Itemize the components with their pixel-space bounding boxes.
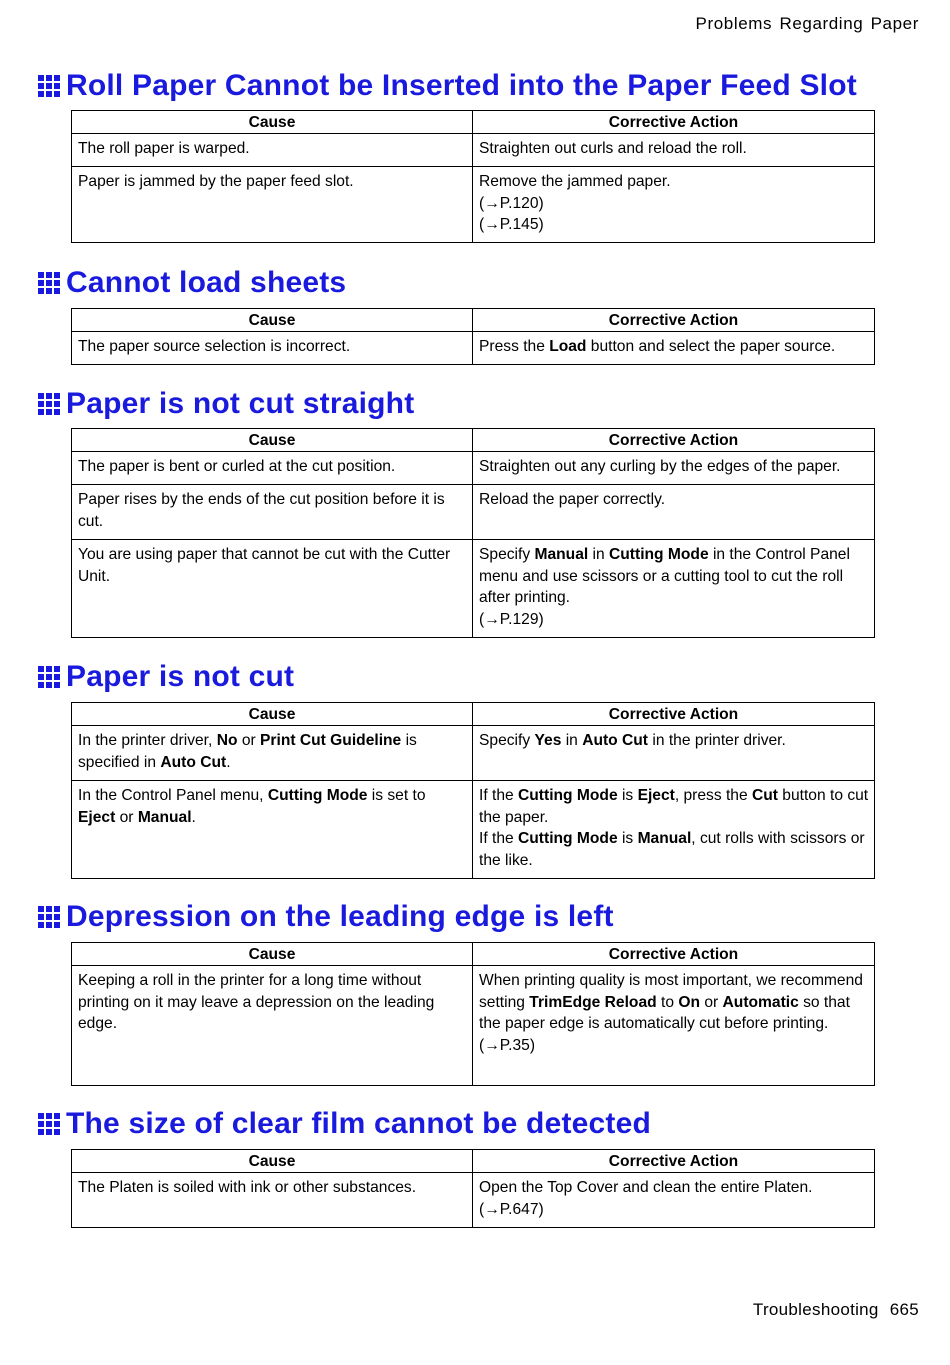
table-header-row	[72, 111, 875, 134]
table-row	[72, 540, 875, 638]
cause-action-table	[71, 110, 875, 243]
page-number: 665	[889, 1300, 919, 1319]
text-run: Specify	[479, 732, 535, 749]
eject-term: Eject	[78, 808, 116, 826]
cutting-mode-term: Cutting Mode	[518, 830, 618, 848]
action-text: button and select the paper source.	[586, 338, 836, 355]
section-title: The size of clear film cannot be detected	[66, 1107, 652, 1140]
text-run: If the	[479, 830, 519, 848]
cause-cell: Paper is jammed by the paper feed slot.	[72, 167, 473, 243]
action-cell	[473, 1173, 875, 1228]
eject-term: Eject	[637, 787, 675, 804]
table-header-row	[72, 1150, 875, 1173]
cause-cell: The Platen is soiled with ink or other substances.	[72, 1173, 473, 1228]
section-title: Paper is not cut straight	[66, 387, 415, 420]
action-header: Corrective Action	[473, 1150, 875, 1173]
section-cannot-load-sheets	[38, 265, 874, 365]
table-row	[72, 452, 875, 485]
cause-cell: The roll paper is warped.	[72, 134, 473, 167]
cause-action-table	[71, 428, 875, 638]
text-run: , cut rolls with scissors or the like.	[479, 830, 865, 869]
cutting-mode-term: Cutting Mode	[609, 546, 709, 563]
running-head: Problems Regarding Paper	[695, 14, 919, 33]
action-header: Corrective Action	[473, 943, 875, 966]
text-run: in the printer driver.	[648, 732, 786, 749]
text-run: or	[115, 808, 138, 826]
cause-cell	[72, 726, 473, 781]
text-run: to	[656, 993, 679, 1011]
action-header: Corrective Action	[473, 309, 875, 332]
page-reference-link[interactable]: (→P.35)	[479, 1036, 536, 1054]
cause-action-table	[71, 942, 875, 1086]
text-run: is	[617, 830, 638, 848]
auto-cut-term: Auto Cut	[582, 732, 649, 749]
table-row	[72, 781, 875, 879]
section-title: Cannot load sheets	[66, 266, 347, 299]
section-heading	[38, 68, 874, 104]
table-row	[72, 726, 875, 781]
page-reference-link[interactable]: (→P.647)	[479, 1200, 544, 1218]
print-cut-guideline-term: Print Cut Guideline	[260, 732, 402, 749]
cutting-mode-term: Cutting Mode	[518, 787, 618, 804]
table-header-row	[72, 943, 875, 966]
cause-action-table	[71, 702, 875, 879]
text-run: If the	[479, 787, 519, 804]
page-reference-link[interactable]: (→P.129)	[479, 610, 544, 628]
section-heading	[38, 1106, 874, 1142]
grid-icon	[38, 906, 60, 928]
action-cell	[473, 540, 875, 638]
table-row	[72, 134, 875, 167]
action-text	[479, 544, 869, 609]
text-run: .	[226, 753, 231, 771]
section-title: Paper is not cut	[66, 660, 295, 693]
action-line	[479, 828, 869, 871]
auto-cut-term: Auto Cut	[160, 753, 227, 771]
yes-term: Yes	[534, 732, 562, 749]
cause-header: Cause	[72, 429, 473, 452]
text-run: , press the	[674, 787, 752, 804]
cause-cell: The paper source selection is incorrect.	[72, 332, 473, 365]
action-text	[479, 970, 869, 1035]
action-text: Open the Top Cover and clean the entire Platen.	[479, 1179, 813, 1196]
text-run: or	[700, 993, 723, 1011]
grid-icon	[38, 393, 60, 415]
text-run: is	[617, 787, 638, 804]
table-row	[72, 167, 875, 243]
text-run: button to cut the paper.	[479, 787, 869, 826]
section-heading	[38, 386, 874, 422]
action-cell	[473, 966, 875, 1086]
section-not-cut	[38, 659, 874, 879]
text-run: or	[237, 732, 261, 749]
text-run: Specify	[479, 546, 535, 563]
grid-icon	[38, 1113, 60, 1135]
cause-action-table	[71, 1149, 875, 1228]
section-clear-film-size	[38, 1106, 874, 1228]
section-roll-paper-insert	[38, 68, 874, 243]
table-row	[72, 485, 875, 540]
load-button-term: Load	[549, 338, 587, 355]
action-header: Corrective Action	[473, 111, 875, 134]
section-heading	[38, 659, 874, 695]
action-cell	[473, 781, 875, 879]
text-run: .	[191, 808, 196, 826]
section-leading-edge-depression	[38, 899, 874, 1086]
table-header-row	[72, 703, 875, 726]
section-title: Roll Paper Cannot be Inserted into the Paper Feed Slot	[66, 69, 857, 102]
text-run: in	[561, 732, 583, 749]
text-run: When printing quality is most important, we recommend setting	[479, 972, 863, 1011]
cause-cell: Keeping a roll in the printer for a long time without printing on it may leave a depression on the leading edge.	[72, 966, 473, 1086]
page-reference-link[interactable]: (→P.120)	[479, 194, 544, 212]
cause-action-table	[71, 308, 875, 365]
no-term: No	[216, 732, 238, 749]
text-run: In the printer driver,	[78, 732, 217, 749]
text-run: in the Control Panel menu and use scissors or a cutting tool to cut the roll after printing.	[479, 546, 850, 607]
footer-section: Troubleshooting	[752, 1300, 879, 1319]
automatic-term: Automatic	[722, 993, 799, 1011]
cause-header: Cause	[72, 703, 473, 726]
section-heading	[38, 265, 874, 301]
table-header-row	[72, 429, 875, 452]
action-text: Remove the jammed paper.	[479, 173, 671, 190]
cutting-mode-term: Cutting Mode	[267, 787, 368, 804]
action-header: Corrective Action	[473, 703, 875, 726]
action-header: Corrective Action	[473, 429, 875, 452]
cause-cell	[72, 781, 473, 879]
manual-term: Manual	[637, 830, 692, 848]
action-cell: Reload the paper correctly.	[473, 485, 875, 540]
cause-header: Cause	[72, 943, 473, 966]
action-cell	[473, 167, 875, 243]
section-title: Depression on the leading edge is left	[66, 900, 614, 933]
action-cell: Straighten out curls and reload the roll.	[473, 134, 875, 167]
cause-cell: Paper rises by the ends of the cut position before it is cut.	[72, 485, 473, 540]
cause-cell: You are using paper that cannot be cut with the Cutter Unit.	[72, 540, 473, 638]
action-cell	[473, 332, 875, 365]
cause-cell: The paper is bent or curled at the cut position.	[72, 452, 473, 485]
cause-header: Cause	[72, 111, 473, 134]
cause-header: Cause	[72, 309, 473, 332]
table-header-row	[72, 309, 875, 332]
text-run: is specified in	[78, 732, 417, 771]
manual-term: Manual	[534, 546, 589, 563]
action-cell: Straighten out any curling by the edges of the paper.	[473, 452, 875, 485]
table-row	[72, 1173, 875, 1228]
page-footer	[753, 1300, 919, 1320]
action-cell	[473, 726, 875, 781]
action-line	[479, 785, 869, 828]
action-text: Press the	[479, 338, 550, 355]
grid-icon	[38, 75, 60, 97]
manual-term: Manual	[137, 808, 192, 826]
grid-icon	[38, 272, 60, 294]
on-term: On	[678, 993, 700, 1011]
grid-icon	[38, 666, 60, 688]
section-not-cut-straight	[38, 386, 874, 638]
text-run: in	[588, 546, 610, 563]
table-row	[72, 332, 875, 365]
table-row	[72, 966, 875, 1086]
page-reference-link[interactable]: (→P.145)	[479, 216, 544, 234]
text-run: so that the paper edge is automatically cut before printing.	[479, 993, 850, 1033]
trimedge-reload-term: TrimEdge Reload	[529, 993, 657, 1011]
cause-header: Cause	[72, 1150, 473, 1173]
text-run: is set to	[367, 787, 426, 804]
section-heading	[38, 899, 874, 935]
text-run: In the Control Panel menu,	[78, 787, 268, 804]
cut-button-term: Cut	[751, 787, 778, 804]
